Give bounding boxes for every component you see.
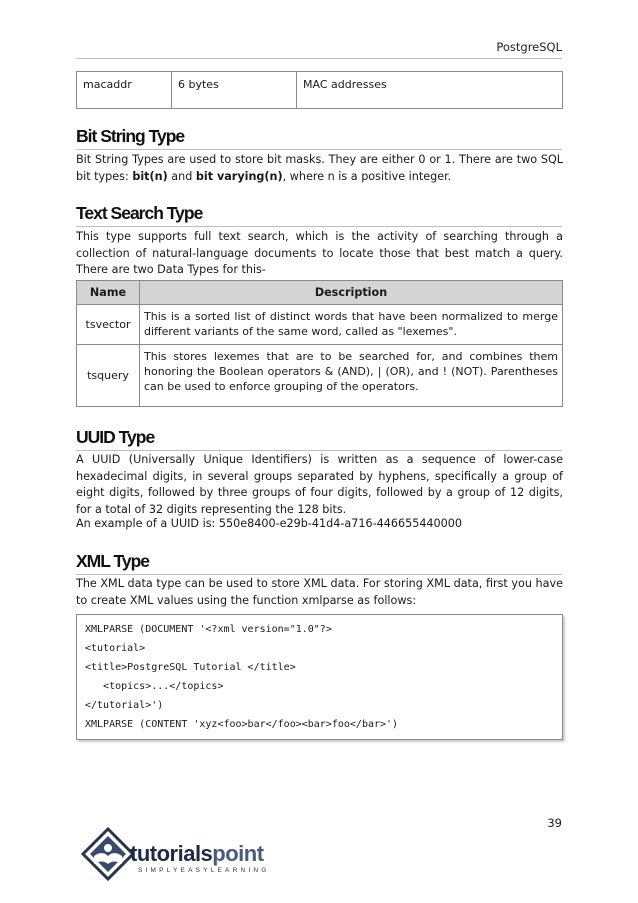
logo-wordmark xyxy=(130,841,264,867)
header-rule xyxy=(76,58,562,59)
code-line: XMLPARSE (DOCUMENT '<?xml version="1.0"?> xyxy=(85,624,332,635)
textsearch-heading: Text Search Type xyxy=(76,203,562,227)
code-term: bit varying(n) xyxy=(195,169,283,183)
xml-heading: XML Type xyxy=(76,551,562,575)
uuid-heading: UUID Type xyxy=(76,427,562,451)
type-description: This is a sorted list of distinct words that have been normalized to merge different variants of the same word, called as "lexemes". xyxy=(140,305,563,345)
table-cell: macaddr xyxy=(77,72,172,109)
xml-paragraph: The XML data type can be used to store XML data. For storing XML data, first you have to create XML values using the function xmlparse as follows: xyxy=(76,577,563,607)
logo-text: point xyxy=(212,841,264,866)
code-line: <tutorial> xyxy=(85,643,146,654)
tutorialspoint-logo xyxy=(80,826,280,886)
table-row xyxy=(77,72,563,109)
code-term: bit(n) xyxy=(132,169,168,183)
uuid-paragraph: A UUID (Universally Unique Identifiers) is written as a sequence of lower-case hexadecimal digits, in several groups separated by hyphens, specifically a group of eight digits, followed by three groups of four digits, followed by a group of 12 digits, for a total of 32 digits representing the 128 bits. xyxy=(76,453,563,516)
header-title: PostgreSQL xyxy=(496,40,562,54)
table-cell: 6 bytes xyxy=(172,72,297,109)
table-row xyxy=(77,305,563,345)
logo-text: tutorials xyxy=(130,841,213,866)
column-header-name: Name xyxy=(77,281,140,305)
table-cell: MAC addresses xyxy=(297,72,563,109)
text-search-table xyxy=(76,280,563,407)
code-line: XMLPARSE (CONTENT 'xyz<foo>bar</foo><bar>foo</bar>') xyxy=(85,719,399,730)
text-span: and xyxy=(167,169,196,183)
type-name: tsquery xyxy=(77,345,140,407)
bitstring-heading: Bit String Type xyxy=(76,126,562,150)
logo-tagline: SIMPLYEASYLEARNING xyxy=(138,867,270,874)
code-line: <topics>...</topics> xyxy=(85,681,224,692)
logo-book-icon xyxy=(80,826,136,882)
uuid-example: An example of a UUID is: 550e8400-e29b-41d4-a716-446655440000 xyxy=(76,517,463,530)
table-row xyxy=(77,345,563,407)
column-header-description: Description xyxy=(140,281,563,305)
type-description: This stores lexemes that are to be searched for, and combines them honoring the Boolean operators & (AND), | (OR), and ! (NOT). Parentheses can be used to enforce grouping of the operators. xyxy=(140,345,563,407)
code-line: <title>PostgreSQL Tutorial </title> xyxy=(85,662,296,673)
table-header-row xyxy=(77,281,563,305)
code-line: </tutorial>') xyxy=(85,700,164,711)
textsearch-paragraph: This type supports full text search, which is the activity of searching through a collection of natural-language documents to locate those that best match a query. There are two Data Types for this- xyxy=(76,230,563,276)
type-name: tsvector xyxy=(77,305,140,345)
text-span: Bit String Types are used to store bit masks. They are either 0 or 1. There are two SQL bit types: xyxy=(76,153,563,183)
page-number: 39 xyxy=(547,816,562,830)
text-span: , where n is a positive integer. xyxy=(282,169,452,183)
bitstring-paragraph xyxy=(76,152,563,185)
code-block xyxy=(76,614,563,740)
macaddr-table xyxy=(76,71,563,109)
